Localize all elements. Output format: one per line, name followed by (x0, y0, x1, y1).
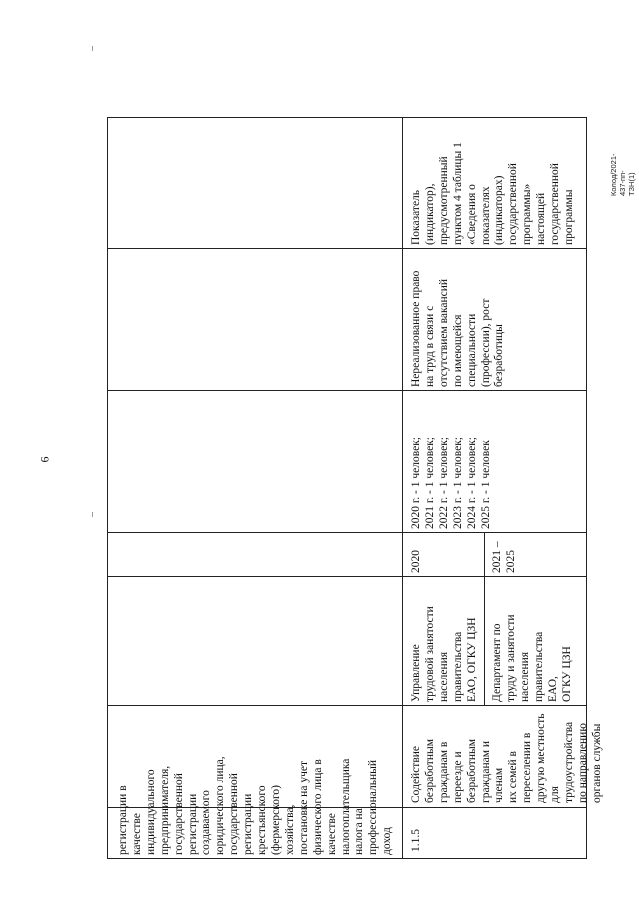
indicator-text: Показатель (индикатор), предусмотренный пунктом 4 таблицы 1 «Сведения о показателях (индикаторах) государственной программы» настоящей государственной программы (410, 142, 575, 245)
col-sep-consequences-indicator (107, 248, 587, 249)
period-subrow-sep (484, 532, 485, 577)
row-number: 1.1.5 (410, 829, 422, 852)
page-number: 6 (37, 456, 52, 463)
row-event-text: Содействие безработным гражданам в переезде и безработным гражданам и членам их семей в переселении в другую местность для трудоустройства по направлению органов службы (410, 713, 603, 803)
executor-2021-2025: Департамент по труду и занятости населения правительства ЕАО, ОГКУ ЦЗН (491, 614, 573, 702)
row-separator (402, 117, 403, 859)
period-2020: 2020 (410, 550, 422, 573)
period-2021-2025: 2021 – 2025 (491, 541, 517, 573)
executor-subrow-sep (484, 576, 485, 706)
col-sep-event-executor (107, 705, 587, 706)
consequences-text: Нереализованное право на труд в связи с отсутствием вакансий по имеющейся специальности (профессии), рост безработицы (410, 270, 506, 387)
footer-code: Колод/2021-437-пп-ТЗН(1) (609, 153, 636, 196)
executor-2020: Управление трудовой занятости населения правительства ЕАО, ОГКУ ЦЗН (410, 606, 478, 702)
continuation-event-text: регистрации в качестве индивидуального предпринимателя, государственной регистрации создаваемого юридического лица, государственной регистрации крестьянского (фермерского) хозяйства, постановке на учет физического лица в качестве налогоплательщика налога на профессиональный доход (117, 756, 394, 855)
col-sep-result-consequences (107, 390, 587, 391)
table-border-left (107, 117, 108, 859)
result-text: 2020 г. - 1 человек; 2021 г. - 1 человек; 2022 г. - 1 человек; 2023 г. - 1 человек; 2024 г. - 1 человек; 2025 г. - 1 человек (410, 437, 492, 529)
table-border-bottom (107, 858, 587, 859)
